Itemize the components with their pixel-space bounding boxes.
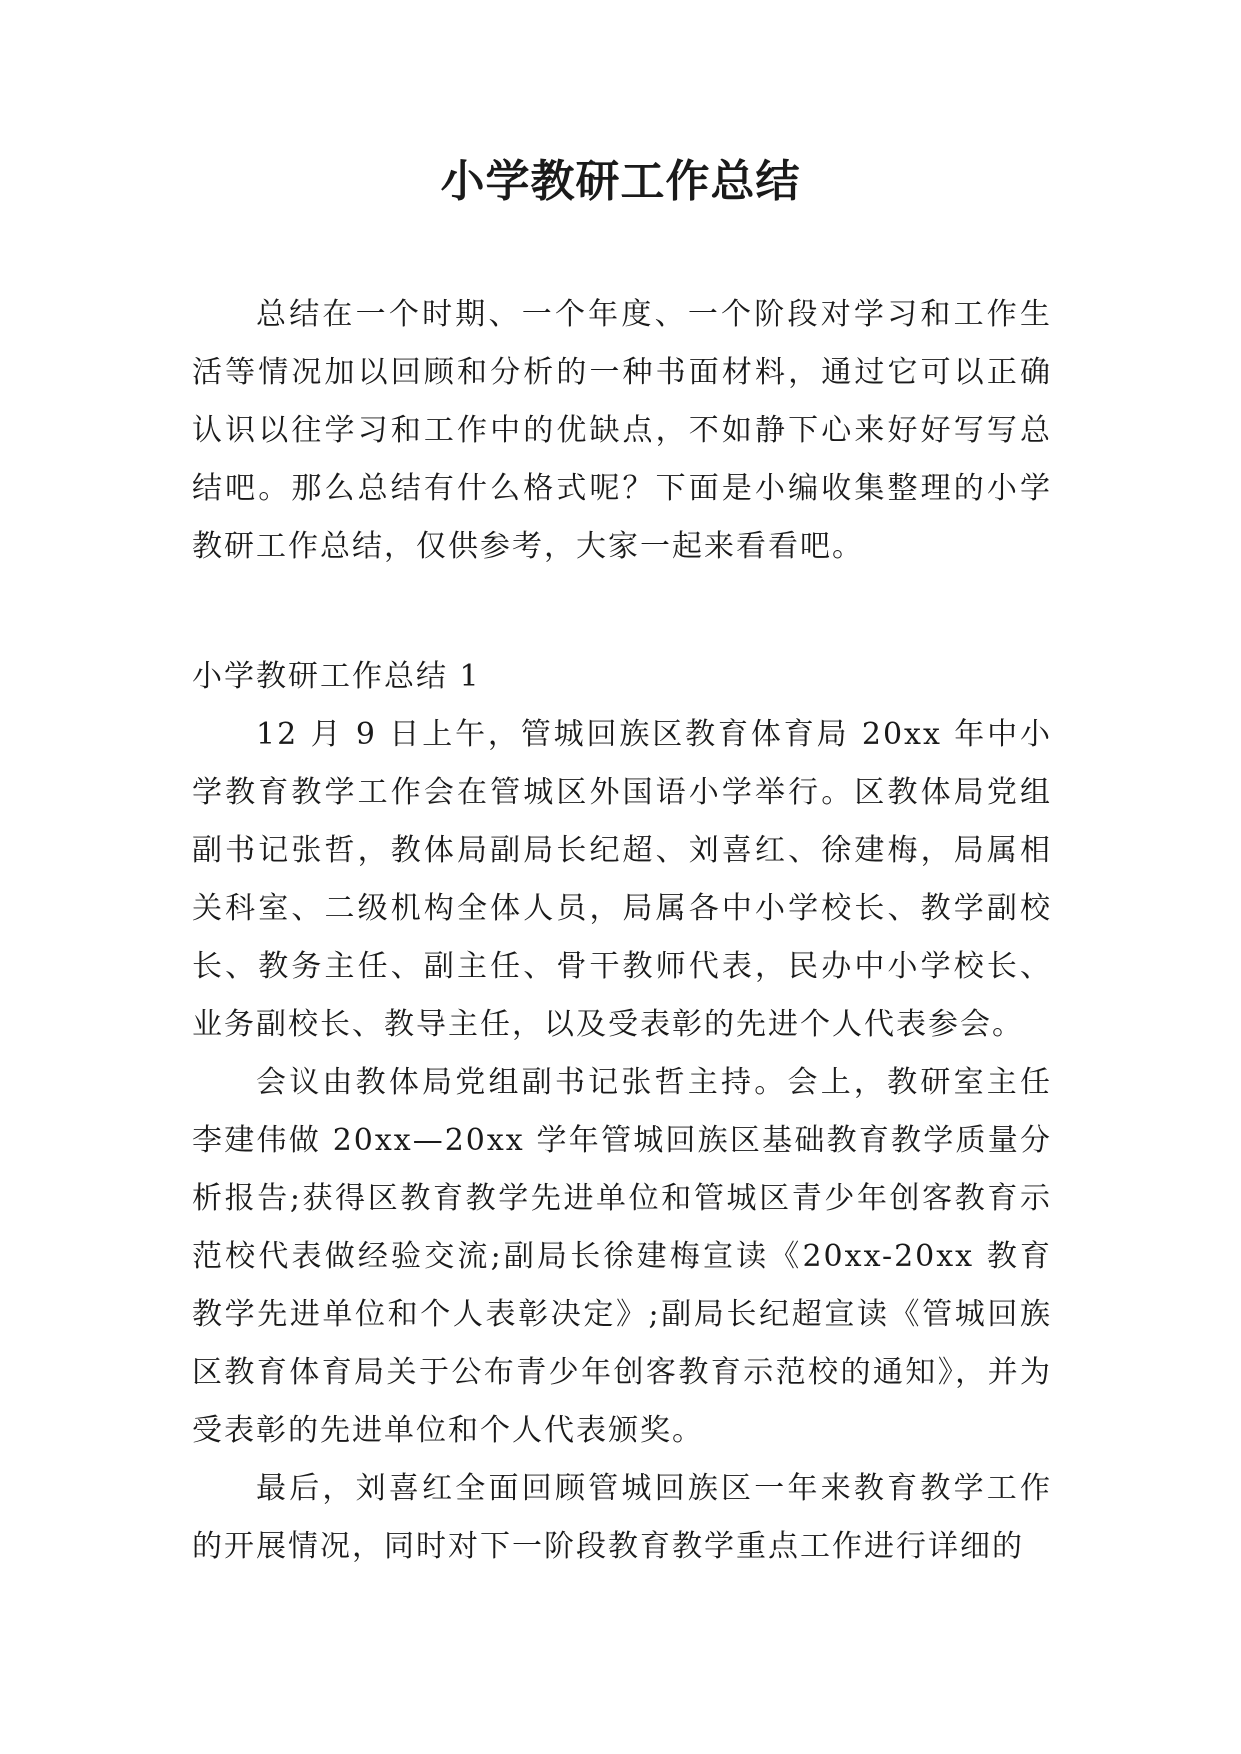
body-paragraph-2: 会议由教体局党组副书记张哲主持。会上，教研室主任李建伟做 20xx—20xx 学年管城回族区基础教育教学质量分析报告;获得区教育教学先进单位和管城区青少年创客教育示范校代表做经验交流;副局长徐建梅宣读《20xx-20xx 教育教学先进单位和个人表彰决定》;副局长纪超宣读《管城回族区教育体育局关于公布青少年创客教育示范校的通知》，并为受表彰的先进单位和个人代表颁奖。: [192, 1065, 1052, 1448]
document-title: 小学教研工作总结: [440, 156, 801, 207]
body-paragraph-3: 最后，刘喜红全面回顾管城回族区一年来教育教学工作的开展情况，同时对下一阶段教育教学重点工作进行详细的: [192, 1471, 1052, 1564]
intro-paragraph: 总结在一个时期、一个年度、一个阶段对学习和工作生活等情况加以回顾和分析的一种书面材料，通过它可以正确认识以往学习和工作中的优缺点，不如静下心来好好写写总结吧。那么总结有什么格式呢？下面是小编收集整理的小学教研工作总结，仅供参考，大家一起来看看吧。: [192, 297, 1052, 564]
body-paragraph-1: 12 月 9 日上午，管城回族区教育体育局 20xx 年中小学教育教学工作会在管城区外国语小学举行。区教体局党组副书记张哲，教体局副局长纪超、刘喜红、徐建梅，局属相关科室、二级机构全体人员，局属各中小学校长、教学副校长、教务主任、副主任、骨干教师代表，民办中小学校长、业务副校长、教导主任，以及受表彰的先进个人代表参会。: [192, 717, 1052, 1042]
section-heading: 小学教研工作总结 1: [192, 659, 481, 694]
document-body: [192, 286, 1052, 1576]
